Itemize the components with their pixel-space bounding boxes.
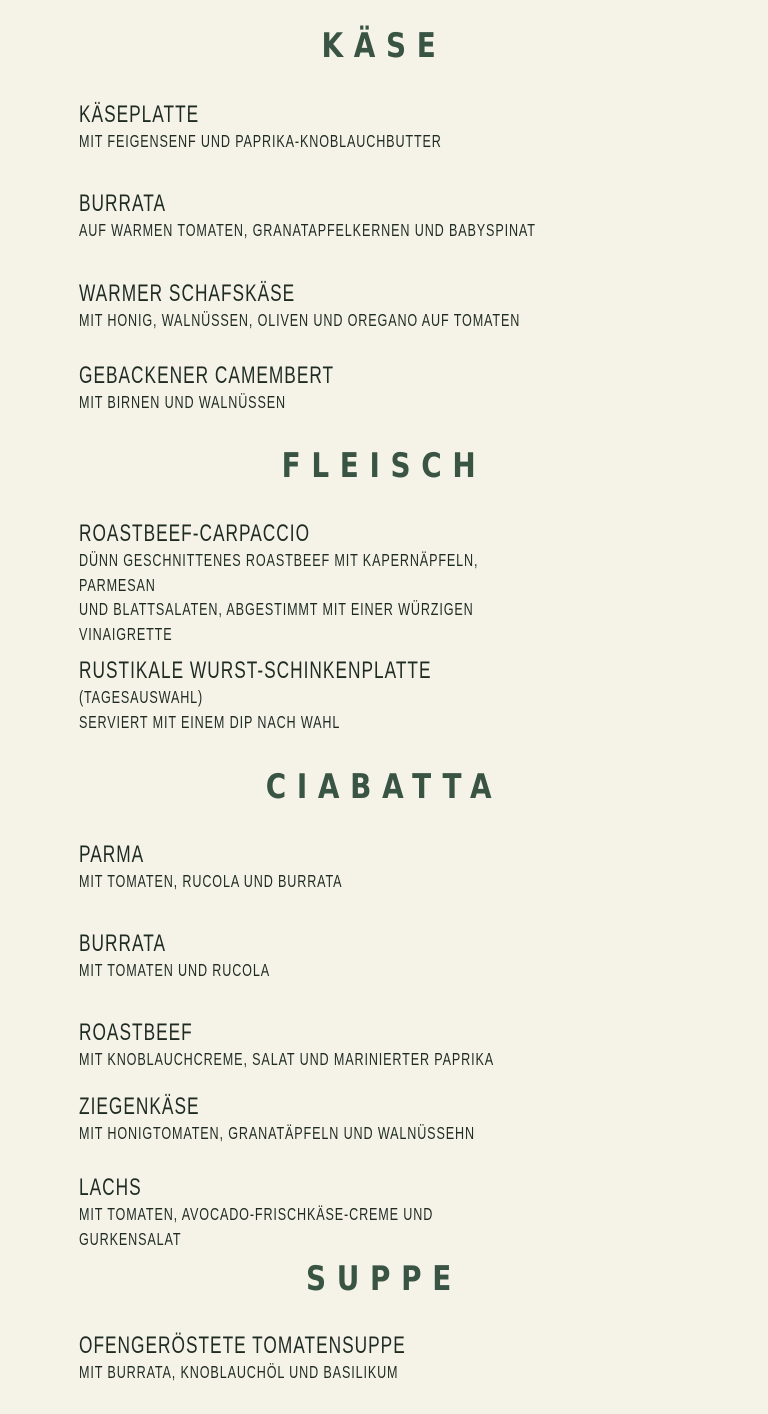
- menu-item-name: ZIEGENKÄSE: [79, 1093, 200, 1120]
- menu-item-description: AUF WARMEN TOMATEN, GRANATAPFELKERNEN UND BABYSPINAT: [79, 220, 536, 240]
- menu-item: [79, 657, 540, 734]
- menu-item-description: MIT TOMATEN, AVOCADO-FRISCHKÄSE-CREME UND GURKENSALAT: [79, 1204, 434, 1249]
- menu-item-description: MIT FEIGENSENF UND PAPRIKA-KNOBLAUCHBUTTER: [79, 131, 442, 151]
- menu-item: [79, 101, 540, 154]
- menu-item: [79, 520, 540, 646]
- menu-item-description: MIT KNOBLAUCHCREME, SALAT UND MARINIERTER PAPRIKA: [79, 1049, 495, 1069]
- menu-item-description: MIT BURRATA, KNOBLAUCHÖL UND BASILIKUM: [79, 1362, 399, 1382]
- menu-item-name: KÄSEPLATTE: [79, 101, 200, 128]
- menu-item: [79, 1019, 540, 1072]
- section-heading-fleisch: FLEISCH: [281, 446, 487, 486]
- menu-item: [79, 190, 540, 243]
- menu-item-description: MIT HONIGTOMATEN, GRANATÄPFELN UND WALNÜSSEHN: [79, 1123, 475, 1143]
- menu-item: [79, 930, 540, 983]
- menu-item-description: MIT BIRNEN UND WALNÜSSEN: [79, 392, 286, 412]
- menu-item-name: WARMER SCHAFSKÄSE: [79, 280, 296, 307]
- menu-item-name: OFENGERÖSTETE TOMATENSUPPE: [79, 1332, 406, 1359]
- menu-item: [79, 1093, 540, 1146]
- menu-item-description: MIT HONIG, WALNÜSSEN, OLIVEN UND OREGANO AUF TOMATEN: [79, 310, 521, 330]
- menu-item-description: MIT TOMATEN, RUCOLA UND BURRATA: [79, 871, 343, 891]
- menu-item-name: BURRATA: [79, 930, 167, 957]
- menu-item: [79, 280, 540, 333]
- menu-item: [79, 1332, 540, 1385]
- section-heading-kaese: KÄSE: [321, 26, 447, 66]
- menu-item-name: BURRATA: [79, 190, 167, 217]
- section-heading-suppe: SUPPE: [306, 1259, 462, 1299]
- section-heading-ciabatta: CIABATTA: [265, 767, 503, 807]
- menu-item-name: ROASTBEEF: [79, 1019, 193, 1046]
- menu-item-description: MIT TOMATEN UND RUCOLA: [79, 960, 270, 980]
- menu-item-name: LACHS: [79, 1174, 142, 1201]
- menu-item-description: (TAGESAUSWAHL) SERVIERT MIT EINEM DIP NACH WAHL: [79, 687, 341, 732]
- menu-item: [79, 841, 540, 894]
- menu-item-name: ROASTBEEF-CARPACCIO: [79, 520, 311, 547]
- menu-item: [79, 1174, 540, 1251]
- menu-item-name: PARMA: [79, 841, 145, 868]
- menu-item: [79, 362, 540, 415]
- menu-item-name: GEBACKENER CAMEMBERT: [79, 362, 335, 389]
- menu-item-description: DÜNN GESCHNITTENES ROASTBEEF MIT KAPERNÄPFELN, PARMESAN UND BLATTSALATEN, ABGESTIMMT MIT EINER WÜRZIGEN VINAIGRETTE: [79, 550, 479, 644]
- menu-item-name: RUSTIKALE WURST-SCHINKENPLATTE: [79, 657, 432, 684]
